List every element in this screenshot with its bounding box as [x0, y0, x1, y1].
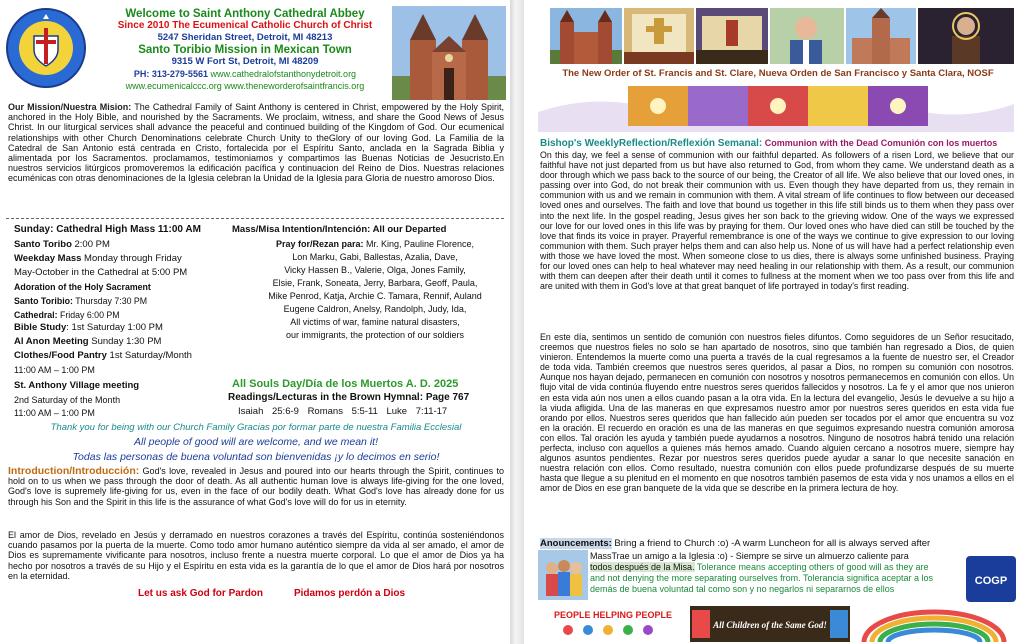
prayer-line: Mike Penrod, Katja, Archie C. Tamara, Rennif, Auland — [268, 291, 482, 301]
adoration-cathedral-time: Friday 6:00 PM — [57, 310, 120, 320]
welcome-line-spanish: Todas las personas de buena voluntad son bienvenidas ¡y lo decimos en serio! — [72, 451, 440, 463]
photo-bishop — [770, 8, 844, 64]
announcements — [540, 538, 930, 549]
order-title: The New Order of St. Francis and St. Clare, Nueva Orden de San Francisco y Santa Clara, NOSF — [562, 68, 994, 79]
photo-altar — [624, 8, 694, 64]
village-schedule: 2nd Saturday of the Month — [14, 395, 121, 405]
introduction-label: Introduction/Introducción: — [8, 465, 140, 477]
bible-label: Bible Study — [14, 322, 67, 333]
rainbow-graphic — [854, 606, 1014, 642]
tolerance-line: and not denying the more separating ourselves from. Tolerancia significa aceptar a los — [590, 573, 934, 583]
cogp-logo — [966, 556, 1016, 602]
welcome-title: Welcome to Saint Anthony Cathedral Abbey — [125, 8, 365, 20]
thank-you-line: Thank you for being with our Church Family Gracias por formar parte de nuestra Familia Ecclesial — [50, 422, 462, 433]
website-link-ecumenical[interactable]: www.ecumenicalccc.org — [125, 81, 222, 91]
introduction-spanish: El amor de Dios, revelado en Jesús y derramado en nuestros corazones a través del Espíritu, continúa sosteniéndonos cuando pasamos por la puerta de la muerte. Como todo amor humano auténtico siempre da vida al ser amado, el amor de Dios es supremamente vivificante para nosotros, incluso frente a nuestra muerte corporal. Lo que el amor de Dios ya ha hecho por nosotros a través de su Hijo y el Espíritu en esta vida es la garantía de lo que el amor de Dios hará por nosotros en la eternidad. — [8, 530, 504, 581]
announcements-label: Anouncements: — [540, 538, 612, 549]
children-photo — [538, 550, 588, 600]
welcome-line: All people of good will are welcome, and we mean it! — [134, 436, 378, 448]
prayer-line: Elsie, Frank, Soneata, Jerry, Barbara, Geoff, Paula, — [272, 278, 478, 288]
may-october-mass: May-October in the Cathedral at 5:00 PM — [14, 267, 188, 278]
clothes-text: 1st Saturday/Month — [106, 350, 192, 361]
header-text — [100, 8, 390, 92]
adoration-cathedral — [14, 309, 120, 321]
prayer-line: our immigrants, the protection of our soldiers — [285, 330, 465, 340]
announcement-line — [590, 562, 929, 573]
photo-saint-statue — [918, 8, 1014, 64]
website-link-cathedral[interactable]: www.cathedralofstanthonydetroit.org — [210, 69, 357, 79]
alanon-label: Al Anon Meeting — [14, 336, 89, 347]
mission-label: Our Mission/Nuestra Mision: — [8, 102, 132, 112]
photo-interior — [696, 8, 768, 64]
page-gutter — [510, 0, 524, 644]
left-page — [0, 0, 510, 644]
photo-cathedral-exterior — [550, 8, 622, 64]
pray-for-label: Pray for/Rezan para: — [275, 239, 364, 249]
people-helping-people-text: PEOPLE HELPING PEOPLE — [553, 610, 673, 620]
readings-heading: Readings/Lecturas in the Brown Hymnal: Page 767 — [228, 392, 470, 403]
bishop-title: Bishop's WeeklyReflection/Reflexión Semanal: — [540, 138, 763, 149]
prayer-line — [244, 238, 506, 251]
weekday-mass — [14, 253, 182, 265]
weekday-label: Weekday Mass — [14, 253, 82, 264]
santo-toribio-mass — [14, 239, 110, 251]
bishop-reflection-heading — [540, 138, 1016, 149]
photo-church-tower — [846, 8, 916, 64]
mission-statement — [8, 102, 504, 184]
section-divider — [6, 218, 504, 219]
bishop-subtitle: Communion with the Dead Comunión con los muertos — [762, 138, 998, 148]
clothes-food-pantry — [14, 350, 192, 362]
reading-references: Isaiah 25:6-9 Romans 5:5-11 Luke 7:11-17 — [238, 406, 448, 417]
al-anon-meeting — [14, 336, 161, 348]
weekday-text: Monday through Friday — [81, 253, 182, 264]
announcement-line: Bring a friend to Church :o) -A warm Luncheon for all is always served after — [611, 538, 931, 549]
since-line: Since 2010 The Ecumenical Catholic Church of Christ — [117, 20, 373, 31]
adoration-heading: Adoration of the Holy Sacrament — [14, 282, 151, 292]
clothes-time: 11:00 AM – 1:00 PM — [14, 365, 95, 375]
right-page — [524, 0, 1024, 644]
announcement-highlight: todos después de la Misa. — [590, 562, 695, 572]
remembrance-ribbon-image — [538, 82, 1014, 132]
bible-text: : 1st Saturday 1:00 PM — [66, 322, 163, 333]
people-helping-people-banner — [538, 606, 688, 642]
church-photo — [392, 6, 506, 100]
mission-text: The Cathedral Family of Saint Anthony is centered in Christ, empowered by the Holy Spirit, anchored in the Holy Bible, and nourished by the Sacraments. We proclaim, witness, and share the Good News of Jesus Christ. In our liturgical services shall advance the peaceful and continued building of the Kingdom of God. Our ecumenical relationships with other Church Denominations celebrate Church Unity to theGlory of our loving God. La Familia de la Catedral de San Antonio está centrada en Cristo, fortalecida por el Espíritu Santo, anclada en la Sagrada Biblia y alimentada por los Sacramentos. proclamamos, testimoniamos y compartimos las Buenas Noticias de Jesucristo.En nuestros servicios litúrgicos promoveremos la edificación pacífica y continuacion del Reino de Dios. Nuestras relaciones ecuménicas con otras denominaciones de la Iglesia celebran la Unidad de la Iglesia para Gloria de nuestro amoroso Dios. — [8, 102, 504, 184]
tolerance-line: demás de buena voluntad tal como son y no negarlos ni separarnos de ellos — [590, 584, 895, 594]
alanon-text: Sunday 1:30 PM — [88, 336, 162, 347]
sunday-mass: Sunday: Cathedral High Mass 11:00 AM — [14, 224, 201, 235]
prayer-line: Lon Marku, Gabi, Ballestas, Azalia, Dave, — [292, 252, 458, 262]
prayer-names: Mr. King, Pauline Florence, — [363, 239, 475, 249]
introduction-text: God's love, revealed in Jesus and poured into our hearts through the Spirit, continues to hold on to us when we pass through the door of death. As all authentic human love is always life-giving for the one loved, God's love is supremely life-giving for us, even in the face of our bodily death. What God's love has already done for us through his Son and the Spirit in this life is the assurance of what God's love will do for us in eternity. — [8, 466, 504, 507]
clothes-label: Clothes/Food Pantry — [14, 350, 107, 361]
adoration-toribio-label: Santo Toribio: — [14, 296, 73, 306]
village-meeting: St. Anthony Village meeting — [14, 380, 140, 391]
mission-title: Santo Toribio Mission in Mexican Town — [138, 44, 352, 56]
bible-study — [14, 322, 163, 334]
reflection-english: On this day, we feel a sense of communion with our faithful departed. As followers of a risen Lord, we believe that our faithful have not just departed from us but have also returned to God, from whom they came. We understand death as a door through which we pass back to the source of our being, the Creator of all life. We also believe that our loved ones, in passing over into God, do not break their communion with us. Even though they have departed from us, they remain in communion with us and we remain in communion with them. A vital stream of life continues to flow between our deceased loved ones and ourselves. The faith and love that bound us together in this life still binds us to them when they pass over into the next life. In the gospel reading, Jesus gives her son back to the grieving widow. One of the ways we expressed our love for our loved ones in this life was by praying for them. Our loved ones who have died can still be touched by the love that finds its voice in prayer. Prayerful remembrance is one of the ways we continue to give expression to our loving communion with them. Such prayer helps them and can also help us. None of us will have had a perfect relationship even with those we have loved the most. When someone close to us dies, there is always some unfinished business. Praying for our loved ones can help to heal whatever may need healing in our relationship with them. As a result, our communion with them can deepen after their death until it comes to fullness at the moment when we too pass over from this life and are united with them in God's love at that great banquet of life portrayed in today's first reading. — [540, 150, 1014, 292]
village-time: 11:00 AM – 1:00 PM — [14, 408, 95, 418]
bulletin-header — [0, 0, 510, 100]
adoration-toribio — [14, 295, 147, 307]
mass-intention: Mass/Misa Intention/Intención: All our Departed — [232, 224, 447, 235]
pardon-line — [138, 583, 405, 601]
prayer-line: Vicky Hassen B., Valerie, Olga, Jones Family, — [284, 265, 466, 275]
children-of-god-text: All Children of the Same God! — [713, 620, 827, 630]
cogp-logo-text: COGP — [974, 575, 1008, 587]
introduction-english — [8, 466, 504, 507]
announcement-line: MassTrae un amigo a la Iglesia :o) - Siempre se sirve un almuerzo caliente para — [590, 551, 909, 561]
address-cathedral: 5247 Sheridan Street, Detroit, MI 48213 — [157, 32, 333, 43]
toribio-label: Santo Toribo — [14, 239, 72, 250]
tolerance-line: Tolerance means accepting others of good will as they are — [694, 562, 929, 572]
address-mission: 9315 W Fort St, Detroit, MI 48209 — [171, 56, 319, 67]
website-link-order[interactable]: www.theneworderofsaintfrancis.org — [224, 81, 365, 91]
prayer-line: All victims of war, famine natural disasters, — [290, 317, 460, 327]
all-souls-heading: All Souls Day/Día de los Muertos A. D. 2025 — [232, 378, 459, 390]
adoration-toribio-time: Thursday 7:30 PM — [72, 296, 148, 306]
prayer-line: Eugene Caldron, Anelsy, Randolph, Judy, Ida, — [283, 304, 467, 314]
children-of-god-banner — [690, 606, 850, 642]
pardon-english: Let us ask God for Pardon — [138, 588, 264, 599]
pardon-spanish: Pidamos perdón a Dios — [293, 588, 406, 599]
reflection-spanish: En este día, sentimos un sentido de comunión con nuestros fieles difuntos. Como seguidores de un Señor resucitado, creemos que nuestros fieles no solo se han apartado de nosotros, sino que también han regresado a Dios, de quien vinieron. Entendemos la muerte como una puerta a través de la cual regresamos a la fuente de nuestro ser, el Creador de toda vida. También creemos que nuestros seres queridos, al pasar a Dios, no rompen su comunión con nosotros. Aunque nos hayan dejado, permanecen en comunión con nosotros y nosotros permanecemos en comunión con ellos. Un flujo vital de vida continúa fluyendo entre nuestros seres queridos fallecidos y nosotros. La fe y el amor que nos unieron en esta vida aún nos unen a ellos cuando pasan a la otra vida. En la lectura del evangelio, Jesús le devuelve a su hijo a la viuda afligida. Una de las maneras en que expresamos nuestro amor por nuestros seres queridos en esta vida fue orando por ellos. Nuestros seres queridos que han fallecido aún pueden ser tocados por el amor que encuentra su voz en la oración. El recuerdo en oración es una de las maneras en que seguimos expresando nuestra comunión amorosa con ellos. Tal oración les ayuda y también puede ayudarnos a nosotros. Ninguno de nosotros habrá tenido una relación perfecta, incluso con aquellos a quienes más hemos amado. Cuando alguien cercano a nosotros muere, siempre hay algunos asuntos pendientes. Rezar por nuestros seres queridos puede ayudar a sanar lo que necesite sanación en nuestra relación con ellos. Como resultado, nuestra comunión con ellos puede profundizarse después de su muerte hasta que llegue a su plenitud en el momento en que nosotros también pasemos de esta vida y nos unamos a ellos en el amor de Dios en ese gran banquete de la vida que se describe en la primera lectura de hoy. — [540, 332, 1014, 494]
adoration-cathedral-label: Cathedral: — [14, 310, 58, 320]
phone-number: PH: 313-279-5561 — [133, 69, 208, 79]
toribio-time: 2:00 PM — [71, 239, 110, 250]
church-seal-icon — [6, 6, 86, 90]
